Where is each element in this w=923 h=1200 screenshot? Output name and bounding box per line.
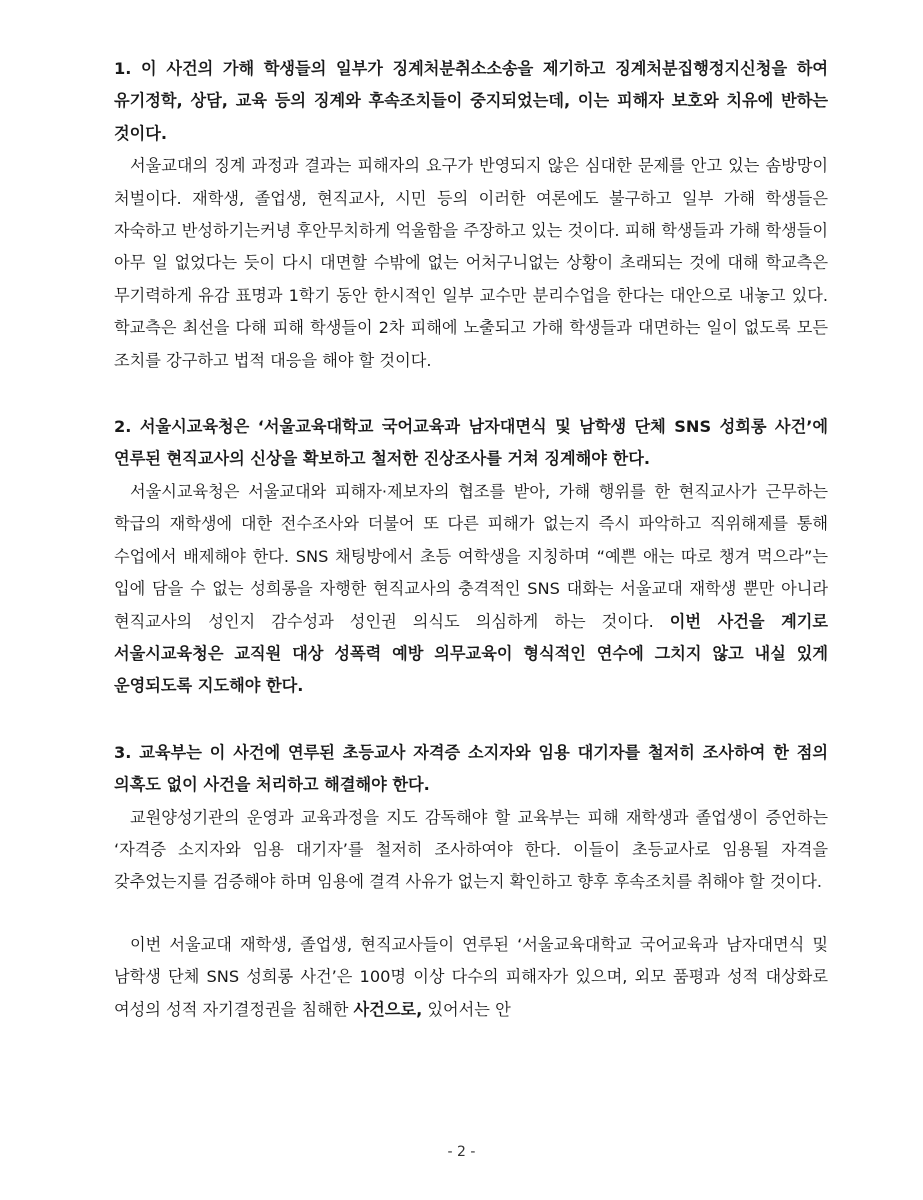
document-page	[114, 53, 828, 1026]
closing-body-tail: 있어서는 안	[427, 999, 511, 1019]
section-3-heading: 3. 교육부는 이 사건에 연루된 초등교사 자격증 소지자와 임용 대기자를 철저히 조사하여 한 점의 의혹도 없이 사건을 처리하고 해결해야 한다.	[114, 742, 828, 795]
section-spacer	[114, 377, 828, 411]
section-spacer	[114, 899, 828, 929]
closing-body-regular: 이번 서울교대 재학생, 졸업생, 현직교사들이 연루된 ‘서울교육대학교 국어교육과 남자대면식 및 남학생 단체 SNS 성희롱 사건’은 100명 이상 다수의 피해자가 있으며, 외모 품평과 성적 대상화로 여성의 성적 자기결정권을 침해한	[114, 934, 828, 1019]
closing-body-bold: 사건으로,	[353, 999, 423, 1019]
section-1-body: 서울교대의 징계 과정과 결과는 피해자의 요구가 반영되지 않은 심대한 문제를 안고 있는 솜방망이 처벌이다. 재학생, 졸업생, 현직교사, 시민 등의 이러한 여론에도 불구하고 일부 가해 학생들은 자숙하고 반성하기는커녕 후안무치하게 억울함을 주장하고 있는 것이다. 피해 학생들과 가해 학생들이 아무 일 없었다는 듯이 다시 대면할 수밖에 없는 어처구니없는 상황이 초래되는 것에 대해 학교측은 무기력하게 유감 표명과 1학기 동안 한시적인 일부 교수만 분리수업을 한다는 대안으로 내놓고 있다. 학교측은 최선을 다해 피해 학생들이 2차 피해에 노출되고 가해 학생들과 대면하는 일이 없도록 모든 조치를 강구하고 법적 대응을 해야 할 것이다.	[114, 156, 828, 370]
section-1-heading: 1. 이 사건의 가해 학생들의 일부가 징계처분취소소송을 제기하고 징계처분집행정지신청을 하여 유기정학, 상담, 교육 등의 징계와 후속조치들이 중지되었는데, 이는 피해자 보호와 치유에 반하는 것이다.	[114, 59, 828, 143]
section-2-body	[114, 476, 828, 703]
section-2-body-regular: 서울시교육청은 서울교대와 피해자·제보자의 협조를 받아, 가해 행위를 한 현직교사가 근무하는 학급의 재학생에 대한 전수조사와 더불어 또 다른 피해가 없는지 즉시 파악하고 직위해제를 통해 수업에서 배제해야 한다. SNS 채팅방에서 초등 여학생을 지칭하며 “예쁜 애는 따로 챙겨 먹으라”는 입에 담을 수 없는 성희롱을 자행한 현직교사의 충격적인 SNS 대화는 서울교대 재학생 뿐만 아니라 현직교사의 성인지 감수성과 성인권 의식도 의심하게 하는 것이다.	[114, 481, 828, 631]
section-3-body: 교원양성기관의 운영과 교육과정을 지도 감독해야 할 교육부는 피해 재학생과 졸업생이 증언하는 ‘자격증 소지자와 임용 대기자’를 철저히 조사하여야 한다. 이들이 초등교사로 임용될 자격을 갖추었는지를 검증해야 하며 임용에 결격 사유가 없는지 확인하고 향후 후속조치를 취해야 할 것이다.	[114, 807, 828, 892]
section-spacer	[114, 703, 828, 737]
section-2-body-bold: 이번 사건을 계기로 서울시교육청은 교직원 대상 성폭력 예방 의무교육이 형식적인 연수에 그치지 않고 내실 있게 운영되도록 지도해야 한다.	[114, 611, 828, 696]
page-number: - 2 -	[447, 1144, 476, 1160]
closing-paragraph	[114, 929, 828, 1026]
section-2-heading: 2. 서울시교육청은 ‘서울교육대학교 국어교육과 남자대면식 및 남학생 단체 SNS 성희롱 사건’에 연루된 현직교사의 신상을 확보하고 철저한 진상조사를 거쳐 징계해야 한다.	[114, 417, 828, 469]
